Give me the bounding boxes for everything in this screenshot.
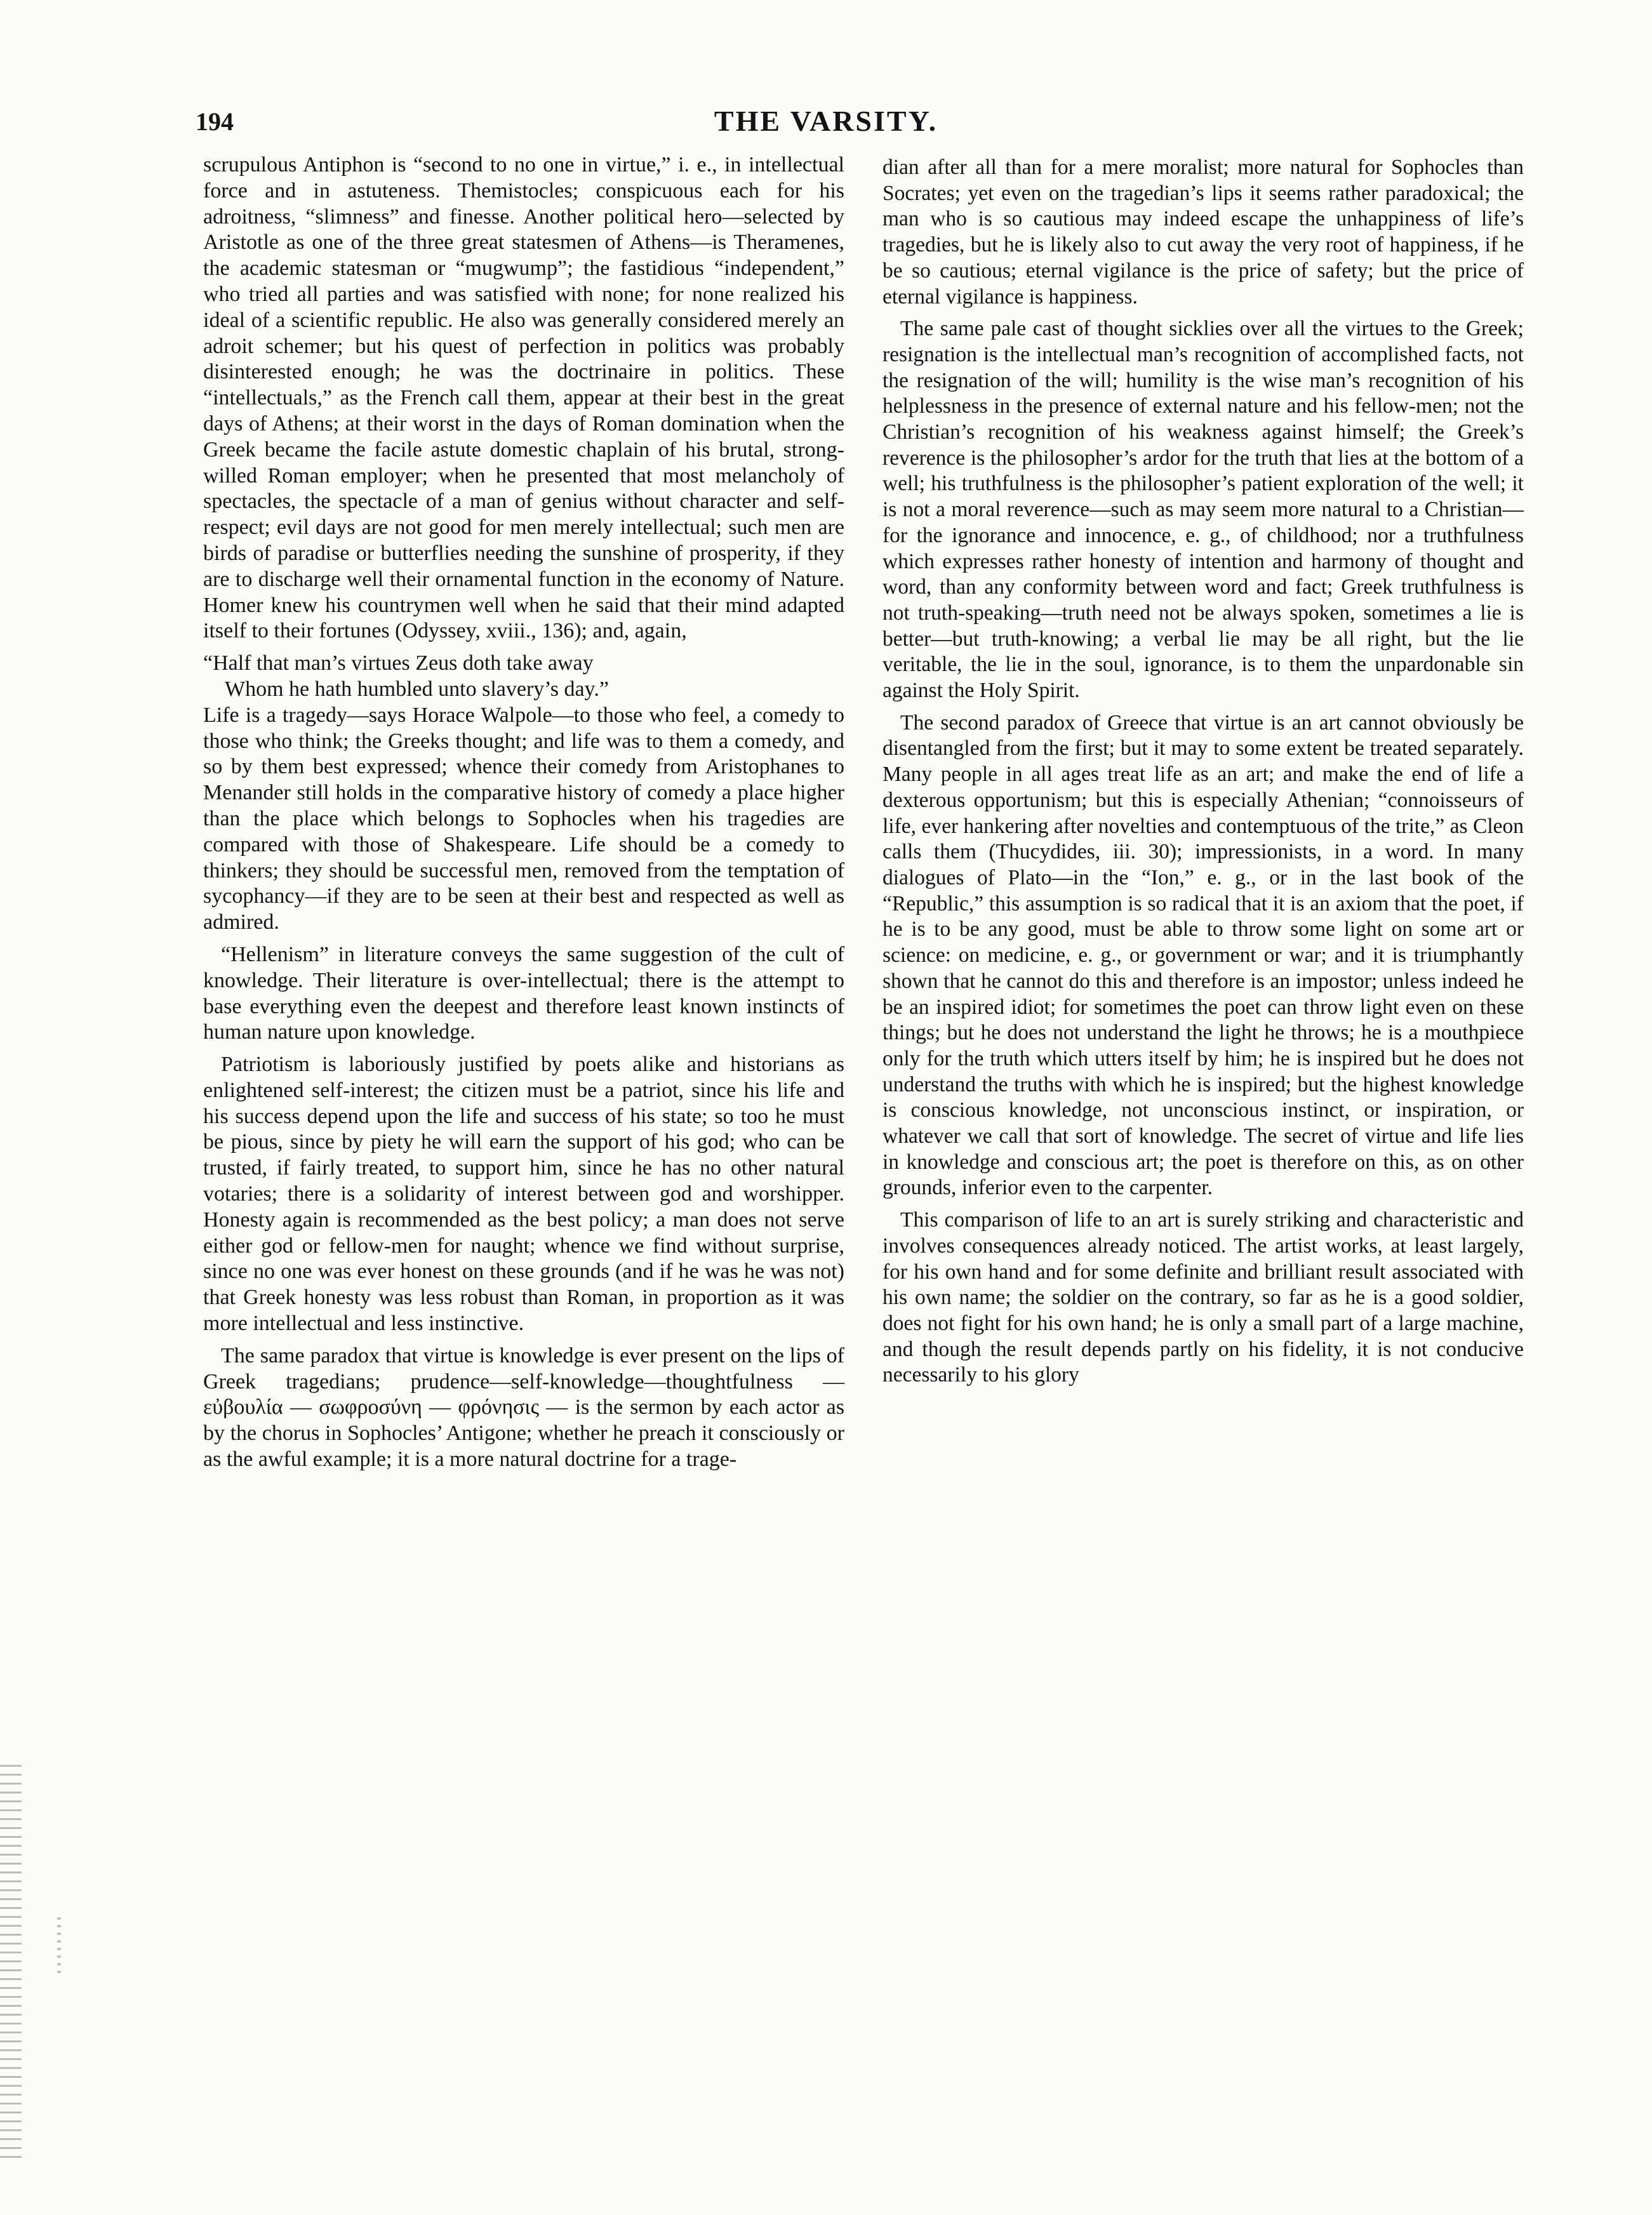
left-column — [203, 152, 844, 1479]
left-paragraph-2: Life is a tragedy—says Horace Walpole—to those who feel, a comedy to those who think; the Greeks thought; and life was to them a comedy, and so by them best expressed; whence their comedy from Aristophanes to Menander still holds in the comparative history of comedy a place higher than the place which belongs to Sophocles when his tragedies are compared with those of Shakespeare. Life should be a comedy to thinkers; they should be successful men, removed from the temptation of sycophancy—if they are to be seen at their best and respected as well as admired. — [203, 703, 844, 935]
left-paragraph-4: Patriotism is laboriously justified by poets alike and historians as enlightened self-interest; the citizen must be a patriot, since his life and his success depend upon the life and success of his state; so too he must be pious, since by piety he will earn the support of his god; who can be trusted, if fairly treated, to support him, since he has no other natural votaries; there is a solidarity of interest between god and worshipper. Honesty again is recommended as the best policy; a man does not serve either god or fellow-men for naught; whence we find without surprise, since no one was ever honest on these grounds (and if he was he was not) that Greek honesty was less robust than Roman, in proportion as it was more intellectual and less instinctive. — [203, 1053, 844, 1336]
scan-margin-marks — [0, 1765, 22, 2158]
page-number: 194 — [196, 107, 234, 136]
right-column — [883, 155, 1524, 1395]
verse-line-1: “Half that man’s virtues Zeus doth take away — [203, 651, 594, 675]
right-paragraph-3: The second paradox of Greece that virtue is an art cannot obviously be disentangled from the first; but it may to some extent be treated separately. Many people in all ages treat life as an art; and make the end of life a dexterous opportunism; but this is especially Athenian; “connoisseurs of life, ever hankering after novelties and contemptuous of the trite,” as Cleon calls them (Thucydides, iii. 30); impressionists, in a word. In many dialogues of Plato—in the “Ion,” e. g., or in the last book of the “Republic,” this assumption is so radical that it is an axiom that the poet, if he is to be any good, must be able to throw some light on some art or science: on medicine, e. g., or government or war; and it is triumphantly shown that he cannot do this and therefore is an impostor; unless indeed he be an inspired idiot; for sometimes the poet can throw light even on these things; but he does not understand the light he throws; he is a mouthpiece only for the truth which utters itself by him; he is inspired but he does not understand the truths with which he is inspired; but the highest knowledge is conscious knowledge, not unconscious instinct, or inspiration, or whatever we call that sort of knowledge. The secret of virtue and life lies in knowledge and conscious art; the poet is therefore on this, as on other grounds, inferior even to the carpenter. — [883, 710, 1524, 1200]
right-paragraph-1: dian after all than for a mere moralist; more natural for Sophocles than Socrates; yet even on the tragedian’s lips it seems rather paradoxical; the man who is so cautious may indeed escape the unhappiness of life’s tragedies, but he is likely also to cut away the very root of happiness, if he be so cautious; eternal vigilance is the price of safety; but the price of eternal vigilance is happiness. — [883, 156, 1524, 309]
left-paragraph-5: The same paradox that virtue is knowledge is ever present on the lips of Greek tragedians; prudence—self-knowledge—thoughtfulness — εὐβουλία — σωφροσύνη — φρόνησις — is the sermon by each actor as by the chorus in Sophocles’ Antigone; whether he preach it consciously or as the awful example; it is a more natural doctrine for a trage- — [203, 1343, 844, 1472]
left-paragraph-1: scrupulous Antiphon is “second to no one in virtue,” i. e., in intellectual force and in astuteness. Themistocles; conspicuous each for his adroitness, “slimness” and finesse. Another political hero—selected by Aristotle as one of the three great statesmen of Athens—is Theramenes, the academic statesman or “mugwump”; the fastidious “independent,” who tried all parties and was satisfied with none; for none realized his ideal of a scientific republic. He also was generally considered merely an adroit schemer; but his quest of perfection in politics was probably disinterested enough; he was the doctrinaire in politics. These “intellectuals,” as the French call them, appear at their best in the great days of Athens; at their worst in the days of Roman domination when the Greek became the facile astute domestic chaplain of his brutal, strong-willed Roman employer; when he presented that most melancholy of spectacles, the spectacle of a man of genius without character and self-respect; evil days are not good for men merely intellectual; such men are birds of paradise or butterflies needing the sunshine of prosperity, if they are to discharge well their ornamental function in the economy of Nature. Homer knew his countrymen well when he said that their mind adapted itself to their fortunes (Odyssey, xviii., 136); and, again, — [203, 153, 844, 643]
right-paragraph-4: This comparison of life to an art is surely striking and characteristic and involves consequences already noticed. The artist works, at least largely, for his own hand and for some definite and brilliant result associated with his own name; the soldier on the contrary, so far as he is a good soldier, does not fight for his own hand; he is only a small part of a large machine, and though the result depends partly on his fidelity, it is not conducive necessarily to his glory — [883, 1208, 1524, 1387]
verse-line-2: Whom he hath humbled unto slavery’s day.” — [225, 677, 609, 701]
right-paragraph-2: The same pale cast of thought sicklies over all the virtues to the Greek; resignation is the intellectual man’s recognition of accomplished facts, not the resignation of the will; humility is the wise man’s recognition of his helplessness in the presence of external nature and his fellow-men; not the Christian’s recognition of his weakness against himself; the Greek’s reverence is the philosopher’s ardor for the truth that lies at the bottom of a well; his truthfulness is the philosopher’s patient exploration of the well; it is not a moral reverence—such as may seem more natural to a Christian—for the ignorance and innocence, e. g., of childhood; nor a truthfulness which expresses rather honesty of intention and harmony of thought and word, than any conformity between word and fact; Greek truthfulness is not truth-speaking—truth need not be always spoken, sometimes a lie is better—but truth-knowing; a verbal lie may be all right, but the lie veritable, the lie in the soul, ignorance, is to them the unpardonable sin against the Holy Spirit. — [883, 317, 1524, 703]
scan-margin-marks-inner — [57, 1917, 61, 1974]
left-paragraph-3: “Hellenism” in literature conveys the same suggestion of the cult of knowledge. Their literature is over-intellectual; there is the attempt to base everything even the deepest and therefore least known instincts of human nature upon knowledge. — [203, 942, 844, 1044]
journal-title: THE VARSITY. — [714, 105, 938, 137]
